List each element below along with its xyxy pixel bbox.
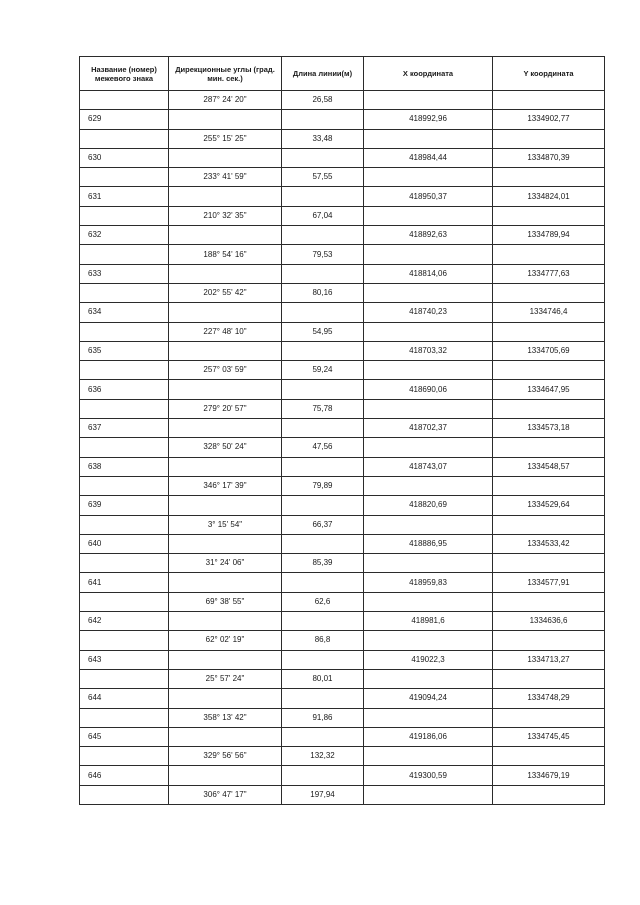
cell-x-coordinate <box>364 785 493 804</box>
cell-direction-angle <box>169 187 282 206</box>
table-row <box>80 303 605 322</box>
cell-line-length <box>282 341 364 360</box>
cell-y-coordinate: 1334533,42 <box>493 534 605 553</box>
header-mark-name: Название (номер) межевого знака <box>80 57 169 91</box>
cell-line-length <box>282 612 364 631</box>
cell-y-coordinate: 1334529,64 <box>493 496 605 515</box>
cell-x-coordinate <box>364 91 493 110</box>
cell-mark-number: 629 <box>80 110 169 129</box>
cell-x-coordinate: 418743,07 <box>364 457 493 476</box>
cell-mark-number <box>80 399 169 418</box>
cell-line-length <box>282 380 364 399</box>
cell-line-length: 57,55 <box>282 168 364 187</box>
cell-y-coordinate <box>493 129 605 148</box>
cell-x-coordinate: 418690,06 <box>364 380 493 399</box>
cell-mark-number <box>80 785 169 804</box>
cell-direction-angle: 188° 54' 16" <box>169 245 282 264</box>
cell-direction-angle: 329° 56' 56" <box>169 747 282 766</box>
cell-y-coordinate: 1334746,4 <box>493 303 605 322</box>
cell-direction-angle: 233° 41' 59" <box>169 168 282 187</box>
cell-mark-number: 633 <box>80 264 169 283</box>
cell-mark-number: 635 <box>80 341 169 360</box>
table-row <box>80 457 605 476</box>
cell-line-length: 33,48 <box>282 129 364 148</box>
cell-direction-angle: 227° 48' 10" <box>169 322 282 341</box>
table-row <box>80 399 605 418</box>
table-row <box>80 264 605 283</box>
table-row <box>80 110 605 129</box>
cell-y-coordinate <box>493 669 605 688</box>
cell-y-coordinate <box>493 631 605 650</box>
cell-y-coordinate <box>493 206 605 225</box>
cell-line-length <box>282 650 364 669</box>
cell-x-coordinate: 419094,24 <box>364 689 493 708</box>
table-row <box>80 148 605 167</box>
cell-line-length: 75,78 <box>282 399 364 418</box>
cell-x-coordinate <box>364 515 493 534</box>
cell-x-coordinate <box>364 399 493 418</box>
header-line-length: Длина линии(м) <box>282 57 364 91</box>
cell-mark-number <box>80 245 169 264</box>
cell-mark-number <box>80 361 169 380</box>
cell-y-coordinate <box>493 592 605 611</box>
table-row <box>80 785 605 804</box>
cell-x-coordinate: 418981,6 <box>364 612 493 631</box>
cell-line-length: 66,37 <box>282 515 364 534</box>
table-row <box>80 631 605 650</box>
cell-direction-angle: 358° 13' 42" <box>169 708 282 727</box>
table-row <box>80 322 605 341</box>
cell-line-length: 67,04 <box>282 206 364 225</box>
cell-x-coordinate <box>364 361 493 380</box>
cell-line-length <box>282 766 364 785</box>
cell-mark-number <box>80 168 169 187</box>
cell-y-coordinate: 1334748,29 <box>493 689 605 708</box>
cell-direction-angle <box>169 573 282 592</box>
cell-line-length <box>282 727 364 746</box>
cell-y-coordinate <box>493 438 605 457</box>
cell-line-length: 79,53 <box>282 245 364 264</box>
cell-mark-number: 632 <box>80 226 169 245</box>
table-row <box>80 766 605 785</box>
cell-mark-number: 638 <box>80 457 169 476</box>
table-row <box>80 573 605 592</box>
cell-line-length: 85,39 <box>282 554 364 573</box>
cell-y-coordinate: 1334573,18 <box>493 419 605 438</box>
cell-direction-angle: 69° 38' 55" <box>169 592 282 611</box>
cell-mark-number <box>80 476 169 495</box>
cell-y-coordinate <box>493 476 605 495</box>
cell-line-length <box>282 148 364 167</box>
cell-direction-angle <box>169 457 282 476</box>
cell-x-coordinate <box>364 322 493 341</box>
table-row <box>80 283 605 302</box>
cell-direction-angle <box>169 766 282 785</box>
cell-mark-number: 644 <box>80 689 169 708</box>
cell-line-length: 79,89 <box>282 476 364 495</box>
cell-y-coordinate: 1334679,19 <box>493 766 605 785</box>
cell-y-coordinate <box>493 399 605 418</box>
cell-x-coordinate <box>364 708 493 727</box>
cell-direction-angle: 328° 50' 24" <box>169 438 282 457</box>
cell-mark-number: 645 <box>80 727 169 746</box>
cell-x-coordinate <box>364 669 493 688</box>
table-row <box>80 476 605 495</box>
coordinates-table <box>79 56 605 805</box>
document-page <box>79 56 604 805</box>
cell-direction-angle: 31° 24' 06" <box>169 554 282 573</box>
cell-y-coordinate <box>493 361 605 380</box>
cell-line-length <box>282 110 364 129</box>
table-row <box>80 187 605 206</box>
cell-x-coordinate: 418892,63 <box>364 226 493 245</box>
cell-y-coordinate <box>493 91 605 110</box>
table-row <box>80 496 605 515</box>
cell-y-coordinate: 1334777,63 <box>493 264 605 283</box>
cell-x-coordinate <box>364 554 493 573</box>
table-row <box>80 438 605 457</box>
cell-y-coordinate <box>493 747 605 766</box>
cell-x-coordinate: 419186,06 <box>364 727 493 746</box>
cell-line-length <box>282 496 364 515</box>
cell-x-coordinate: 419022,3 <box>364 650 493 669</box>
cell-mark-number <box>80 554 169 573</box>
cell-x-coordinate: 418702,37 <box>364 419 493 438</box>
cell-x-coordinate <box>364 438 493 457</box>
cell-direction-angle <box>169 264 282 283</box>
table-row <box>80 91 605 110</box>
table-row <box>80 245 605 264</box>
cell-mark-number: 646 <box>80 766 169 785</box>
cell-line-length: 59,24 <box>282 361 364 380</box>
table-row <box>80 515 605 534</box>
cell-x-coordinate: 419300,59 <box>364 766 493 785</box>
table-row <box>80 361 605 380</box>
table-row <box>80 689 605 708</box>
cell-y-coordinate <box>493 245 605 264</box>
cell-x-coordinate: 418886,95 <box>364 534 493 553</box>
cell-x-coordinate <box>364 206 493 225</box>
cell-y-coordinate: 1334647,95 <box>493 380 605 399</box>
header-x-coordinate: Х координата <box>364 57 493 91</box>
cell-x-coordinate <box>364 631 493 650</box>
cell-mark-number: 641 <box>80 573 169 592</box>
cell-y-coordinate: 1334902,77 <box>493 110 605 129</box>
cell-mark-number: 634 <box>80 303 169 322</box>
cell-x-coordinate <box>364 476 493 495</box>
table-row <box>80 341 605 360</box>
cell-x-coordinate: 418703,32 <box>364 341 493 360</box>
cell-direction-angle <box>169 226 282 245</box>
cell-y-coordinate <box>493 785 605 804</box>
cell-y-coordinate <box>493 708 605 727</box>
header-direction-angles: Дирекционные углы (град. мин. сек.) <box>169 57 282 91</box>
cell-direction-angle <box>169 689 282 708</box>
table-row <box>80 650 605 669</box>
cell-y-coordinate: 1334745,45 <box>493 727 605 746</box>
cell-y-coordinate: 1334636,6 <box>493 612 605 631</box>
cell-direction-angle <box>169 612 282 631</box>
cell-line-length <box>282 187 364 206</box>
cell-line-length: 47,56 <box>282 438 364 457</box>
cell-line-length: 80,01 <box>282 669 364 688</box>
cell-mark-number: 630 <box>80 148 169 167</box>
cell-y-coordinate: 1334713,27 <box>493 650 605 669</box>
cell-direction-angle: 25° 57' 24" <box>169 669 282 688</box>
table-row <box>80 669 605 688</box>
cell-mark-number <box>80 515 169 534</box>
cell-line-length: 86,8 <box>282 631 364 650</box>
cell-direction-angle: 346° 17' 39" <box>169 476 282 495</box>
cell-mark-number: 640 <box>80 534 169 553</box>
cell-mark-number: 636 <box>80 380 169 399</box>
cell-line-length <box>282 573 364 592</box>
cell-mark-number <box>80 91 169 110</box>
cell-direction-angle <box>169 496 282 515</box>
cell-direction-angle: 287° 24' 20" <box>169 91 282 110</box>
cell-direction-angle <box>169 380 282 399</box>
cell-x-coordinate: 418740,23 <box>364 303 493 322</box>
cell-y-coordinate: 1334789,94 <box>493 226 605 245</box>
cell-line-length: 54,95 <box>282 322 364 341</box>
cell-x-coordinate <box>364 747 493 766</box>
cell-mark-number <box>80 747 169 766</box>
cell-mark-number <box>80 322 169 341</box>
cell-line-length <box>282 303 364 322</box>
cell-y-coordinate <box>493 283 605 302</box>
cell-line-length: 62,6 <box>282 592 364 611</box>
cell-line-length <box>282 534 364 553</box>
cell-x-coordinate <box>364 129 493 148</box>
cell-direction-angle <box>169 419 282 438</box>
table-row <box>80 168 605 187</box>
cell-mark-number <box>80 669 169 688</box>
cell-mark-number: 642 <box>80 612 169 631</box>
table-row <box>80 727 605 746</box>
table-row <box>80 129 605 148</box>
table-row <box>80 380 605 399</box>
cell-direction-angle: 202° 55' 42" <box>169 283 282 302</box>
cell-direction-angle: 3° 15' 54" <box>169 515 282 534</box>
cell-mark-number <box>80 438 169 457</box>
cell-line-length: 132,32 <box>282 747 364 766</box>
cell-direction-angle <box>169 534 282 553</box>
cell-y-coordinate <box>493 554 605 573</box>
cell-direction-angle <box>169 341 282 360</box>
cell-line-length: 26,58 <box>282 91 364 110</box>
cell-line-length <box>282 457 364 476</box>
cell-x-coordinate: 418992,96 <box>364 110 493 129</box>
cell-line-length <box>282 264 364 283</box>
cell-x-coordinate: 418820,69 <box>364 496 493 515</box>
table-row <box>80 206 605 225</box>
cell-direction-angle <box>169 303 282 322</box>
table-header-row <box>80 57 605 91</box>
cell-mark-number <box>80 708 169 727</box>
cell-line-length: 91,86 <box>282 708 364 727</box>
cell-mark-number: 643 <box>80 650 169 669</box>
cell-mark-number: 631 <box>80 187 169 206</box>
cell-y-coordinate <box>493 515 605 534</box>
cell-x-coordinate: 418814,06 <box>364 264 493 283</box>
table-row <box>80 554 605 573</box>
table-row <box>80 612 605 631</box>
cell-line-length: 197,94 <box>282 785 364 804</box>
cell-line-length <box>282 689 364 708</box>
cell-mark-number <box>80 592 169 611</box>
table-row <box>80 226 605 245</box>
cell-mark-number: 639 <box>80 496 169 515</box>
cell-y-coordinate <box>493 322 605 341</box>
cell-mark-number: 637 <box>80 419 169 438</box>
cell-mark-number <box>80 631 169 650</box>
table-row <box>80 592 605 611</box>
cell-mark-number <box>80 206 169 225</box>
cell-x-coordinate <box>364 168 493 187</box>
cell-x-coordinate: 418950,37 <box>364 187 493 206</box>
cell-direction-angle: 257° 03' 59" <box>169 361 282 380</box>
cell-x-coordinate: 418984,44 <box>364 148 493 167</box>
cell-y-coordinate: 1334705,69 <box>493 341 605 360</box>
cell-x-coordinate: 418959,83 <box>364 573 493 592</box>
cell-direction-angle <box>169 148 282 167</box>
table-row <box>80 419 605 438</box>
table-row <box>80 534 605 553</box>
cell-mark-number <box>80 283 169 302</box>
table-body <box>80 91 605 805</box>
cell-y-coordinate: 1334870,39 <box>493 148 605 167</box>
table-row <box>80 708 605 727</box>
cell-direction-angle: 279° 20' 57" <box>169 399 282 418</box>
cell-x-coordinate <box>364 592 493 611</box>
cell-mark-number <box>80 129 169 148</box>
cell-direction-angle: 306° 47' 17" <box>169 785 282 804</box>
cell-line-length <box>282 226 364 245</box>
cell-y-coordinate: 1334577,91 <box>493 573 605 592</box>
cell-y-coordinate <box>493 168 605 187</box>
header-y-coordinate: Y координата <box>493 57 605 91</box>
cell-line-length: 80,16 <box>282 283 364 302</box>
cell-y-coordinate: 1334824,01 <box>493 187 605 206</box>
cell-y-coordinate: 1334548,57 <box>493 457 605 476</box>
cell-direction-angle <box>169 110 282 129</box>
cell-line-length <box>282 419 364 438</box>
cell-x-coordinate <box>364 283 493 302</box>
cell-direction-angle: 62° 02' 19" <box>169 631 282 650</box>
table-row <box>80 747 605 766</box>
cell-direction-angle: 210° 32' 35" <box>169 206 282 225</box>
cell-x-coordinate <box>364 245 493 264</box>
cell-direction-angle <box>169 727 282 746</box>
cell-direction-angle: 255° 15' 25" <box>169 129 282 148</box>
cell-direction-angle <box>169 650 282 669</box>
